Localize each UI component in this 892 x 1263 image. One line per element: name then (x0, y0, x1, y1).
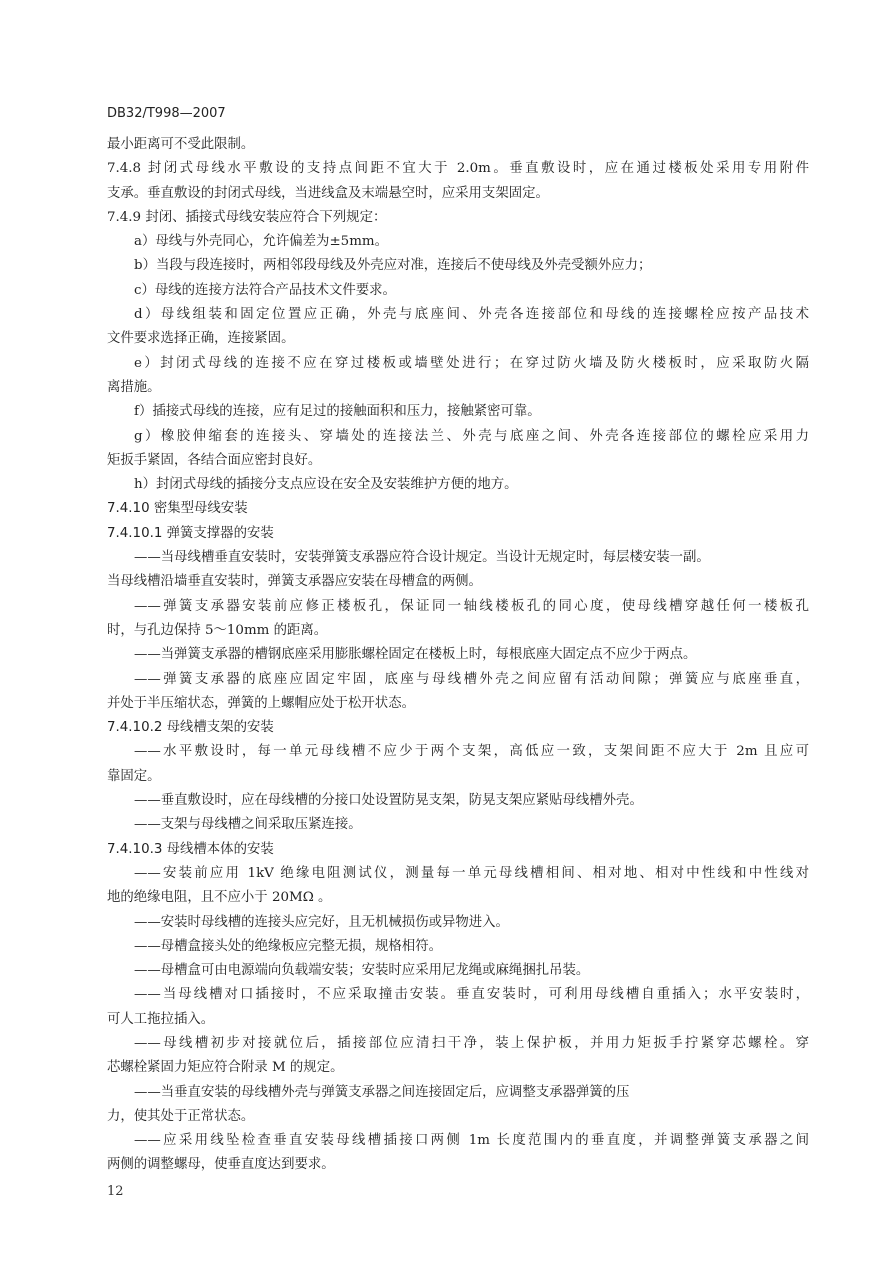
clause-7-4-8-line: 7.4.8 封闭式母线水平敷设的支持点间距不宜大于 2.0m。垂直敷设时，应在通过楼板处采用专用附件 (107, 161, 809, 177)
list-item-c: c）母线的连接方法符合产品技术文件要求。 (134, 282, 396, 298)
section-7-4-10-3-heading: 7.4.10.3 母线槽本体的安装 (107, 841, 274, 857)
document-code-header: DB32/T998—2007 (107, 106, 226, 121)
dash-item: ——当母线槽对口插接时，不应采取撞击安装。垂直安装时，可利用母线槽自重插入；水平安装时， (134, 987, 809, 1003)
clause-7-4-9-heading: 7.4.9 封闭、插接式母线安装应符合下列规定： (107, 209, 387, 225)
dash-item: ——当弹簧支承器的槽钢底座采用膨胀螺栓固定在楼板上时，每根底座大固定点不应少于两点。 (134, 647, 697, 663)
dash-item: ——垂直敷设时，应在母线槽的分接口处设置防晃支架，防晃支架应紧贴母线槽外壳。 (134, 793, 643, 809)
dash-item: ——支架与母线槽之间采取压紧连接。 (134, 817, 362, 833)
section-7-4-10-1-heading: 7.4.10.1 弹簧支撑器的安装 (107, 525, 274, 541)
dash-item: ——应采用线坠检查垂直安装母线槽插接口两侧 1m 长度范围内的垂直度，并调整弹簧支承器之间 (134, 1133, 809, 1149)
section-7-4-10-2-heading: 7.4.10.2 母线槽支架的安装 (107, 720, 274, 736)
list-item-g-continued: 矩扳手紧固，各结合面应密封良好。 (107, 452, 322, 468)
dash-item-continued: 力，使其处于正常状态。 (107, 1108, 255, 1124)
text-line: 最小距离可不受此限制。 (107, 137, 255, 152)
dash-item: ——水平敷设时，每一单元母线槽不应少于两个支架，高低应一致，支架间距不应大于 2m 且应可 (134, 744, 809, 760)
dash-item-continued: 地的绝缘电阻，且不应小于 20MΩ 。 (107, 890, 332, 906)
dash-item-continued: 芯螺栓紧固力矩应符合附录 M 的规定。 (107, 1060, 344, 1076)
dash-item: ——弹簧支承器的底座应固定牢固，底座与母线槽外壳之间应留有活动间隙；弹簧应与底座垂直， (134, 671, 809, 687)
list-item-e-continued: 离措施。 (107, 379, 161, 395)
dash-item: ——弹簧支承器安装前应修正楼板孔，保证同一轴线楼板孔的同心度，使母线槽穿越任何一楼板孔 (134, 598, 809, 614)
list-item-h: h）封闭式母线的插接分支点应设在安全及安装维护方便的地方。 (134, 477, 518, 493)
dash-item: ——安装前应用 1kV 绝缘电阻测试仪，测量每一单元母线槽相间、相对地、相对中性线和中性线对 (134, 865, 809, 881)
list-item-f: f）插接式母线的连接，应有足过的接触面积和压力，接触紧密可靠。 (134, 404, 541, 420)
dash-item-continued: 时，与孔边保持 5～10mm 的距离。 (107, 622, 328, 638)
dash-item-continued: 可人工拖拉插入。 (107, 1011, 215, 1027)
dash-item: ——母线槽初步对接就位后，插接部位应清扫干净，装上保护板，并用力矩扳手拧紧穿芯螺栓。穿 (134, 1035, 809, 1051)
list-item-a: a）母线与外壳同心，允许偏差为±5mm。 (134, 234, 388, 250)
dash-item: ——当垂直安装的母线槽外壳与弹簧支承器之间连接固定后，应调整支承器弹簧的压 (134, 1084, 630, 1100)
dash-item: ——母槽盒可由电源端向负载端安装；安装时应采用尼龙绳或麻绳捆扎吊装。 (134, 963, 590, 979)
dash-item-continued: 靠固定。 (107, 768, 161, 784)
list-item-b: b）当段与段连接时，两相邻段母线及外壳应对准，连接后不使母线及外壳受额外应力； (134, 258, 652, 274)
dash-item: ——当母线槽垂直安装时，安装弹簧支承器应符合设计规定。当设计无规定时，每层楼安装一副。 (134, 550, 710, 566)
list-item-e: e）封闭式母线的连接不应在穿过楼板或墙壁处进行；在穿过防火墙及防火楼板时，应采取防火隔 (134, 355, 809, 371)
dash-item: ——安装时母线槽的连接头应完好，且无机械损伤或异物进入。 (134, 914, 509, 930)
text-line: 支承。垂直敷设的封闭式母线，当进线盒及末端悬空时，应采用支架固定。 (107, 185, 549, 201)
list-item-g: g）橡胶伸缩套的连接头、穿墙处的连接法兰、外壳与底座之间、外壳各连接部位的螺栓应采用力 (134, 428, 809, 444)
document-body (107, 133, 809, 1178)
page-number: 12 (107, 1184, 124, 1199)
list-item-d-continued: 文件要求选择正确，连接紧固。 (107, 331, 295, 347)
dash-item-continued: 当母线槽沿墙垂直安装时，弹簧支承器应安装在母槽盒的两侧。 (107, 574, 482, 590)
dash-item-continued: 并处于半压缩状态，弹簧的上螺帽应处于松开状态。 (107, 695, 415, 711)
dash-item-continued: 两侧的调整螺母，使垂直度达到要求。 (107, 1157, 335, 1173)
list-item-d: d）母线组装和固定位置应正确，外壳与底座间、外壳各连接部位和母线的连接螺栓应按产品技术 (134, 307, 809, 323)
section-7-4-10-heading: 7.4.10 密集型母线安装 (107, 501, 248, 517)
dash-item: ——母槽盒接头处的绝缘板应完整无损，规格相符。 (134, 938, 442, 954)
